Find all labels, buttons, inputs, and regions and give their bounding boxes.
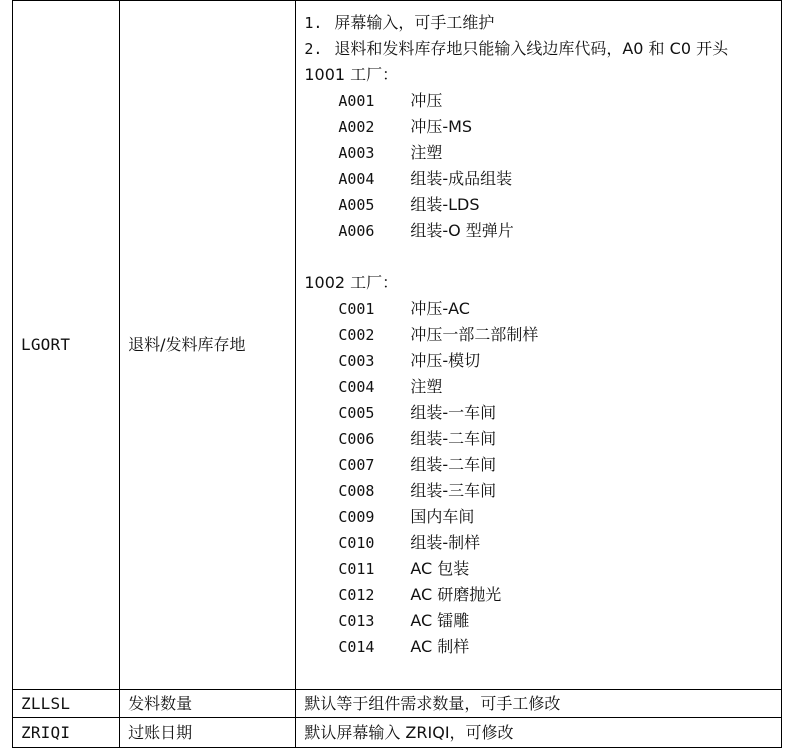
- field-name: 过账日期: [120, 718, 296, 748]
- location-name: 国内车间: [410, 507, 475, 526]
- location-item: [304, 114, 781, 140]
- location-code: C005: [338, 404, 375, 422]
- location-code: C002: [338, 326, 375, 344]
- field-name: 发料数量: [120, 690, 296, 718]
- location-item: [304, 426, 781, 452]
- location-item: [304, 530, 781, 556]
- location-item: [304, 400, 781, 426]
- location-code: C012: [338, 586, 375, 604]
- location-item: [304, 504, 781, 530]
- plant-header: 1001 工厂：: [304, 65, 399, 84]
- note-text: 屏幕输入，可手工维护: [334, 13, 495, 32]
- location-name: 冲压: [410, 91, 443, 110]
- location-name: 组装-三车间: [410, 481, 497, 500]
- location-code: C008: [338, 482, 375, 500]
- location-name: 组装-二车间: [410, 429, 497, 448]
- location-code: C003: [338, 352, 375, 370]
- location-code: C010: [338, 534, 375, 552]
- location-item: [304, 140, 781, 166]
- table-row: [13, 718, 782, 748]
- note-number: 2.: [304, 40, 323, 58]
- location-name: 冲压一部二部制样: [410, 325, 539, 344]
- location-code: A005: [338, 196, 375, 214]
- location-name: AC 镭雕: [410, 611, 470, 630]
- location-code: C014: [338, 638, 375, 656]
- location-item: [304, 218, 781, 244]
- table-row: [13, 690, 782, 718]
- note-text: 退料和发料库存地只能输入线边库代码，A0 和 C0 开头: [334, 39, 729, 58]
- field-description: [296, 1, 782, 690]
- note-item: [304, 10, 781, 36]
- location-name: 组装-一车间: [410, 403, 497, 422]
- location-name: 组装-成品组装: [410, 169, 513, 188]
- location-code: A004: [338, 170, 375, 188]
- location-item: [304, 478, 781, 504]
- location-name: AC 研磨抛光: [410, 585, 502, 604]
- field-name: 退料/发料库存地: [120, 1, 296, 690]
- note-item: [304, 36, 781, 62]
- location-code: C001: [338, 300, 375, 318]
- location-item: [304, 634, 781, 660]
- location-item: [304, 582, 781, 608]
- location-item: [304, 192, 781, 218]
- location-code: A001: [338, 92, 375, 110]
- location-code: A002: [338, 118, 375, 136]
- location-code: A006: [338, 222, 375, 240]
- location-name: 组装-二车间: [410, 455, 497, 474]
- blank-line: [304, 244, 781, 270]
- location-code: C009: [338, 508, 375, 526]
- location-item: [304, 348, 781, 374]
- field-code: ZLLSL: [13, 690, 120, 718]
- note-number: 1.: [304, 14, 323, 32]
- location-item: [304, 452, 781, 478]
- plant-header: 1002 工厂：: [304, 273, 399, 292]
- location-item: [304, 556, 781, 582]
- location-code: C013: [338, 612, 375, 630]
- location-name: 冲压-模切: [410, 351, 481, 370]
- location-item: [304, 322, 781, 348]
- field-description: 默认屏幕输入 ZRIQI，可修改: [296, 718, 782, 748]
- location-item: [304, 296, 781, 322]
- field-spec-table: [12, 0, 782, 748]
- location-name: 冲压-MS: [410, 117, 473, 136]
- location-name: 注塑: [410, 377, 443, 396]
- table-row: [13, 1, 782, 690]
- location-name: 组装-制样: [410, 533, 481, 552]
- location-code: C011: [338, 560, 375, 578]
- location-item: [304, 88, 781, 114]
- field-description: 默认等于组件需求数量，可手工修改: [296, 690, 782, 718]
- location-item: [304, 608, 781, 634]
- location-code: C007: [338, 456, 375, 474]
- location-item: [304, 374, 781, 400]
- location-code: C004: [338, 378, 375, 396]
- location-name: 注塑: [410, 143, 443, 162]
- location-name: AC 制样: [410, 637, 470, 656]
- location-name: 组装-O 型弹片: [410, 221, 514, 240]
- field-code: LGORT: [13, 1, 120, 690]
- location-item: [304, 166, 781, 192]
- location-code: C006: [338, 430, 375, 448]
- field-code: ZRIQI: [13, 718, 120, 748]
- location-name: AC 包装: [410, 559, 470, 578]
- location-name: 冲压-AC: [410, 299, 470, 318]
- location-code: A003: [338, 144, 375, 162]
- location-name: 组装-LDS: [410, 195, 480, 214]
